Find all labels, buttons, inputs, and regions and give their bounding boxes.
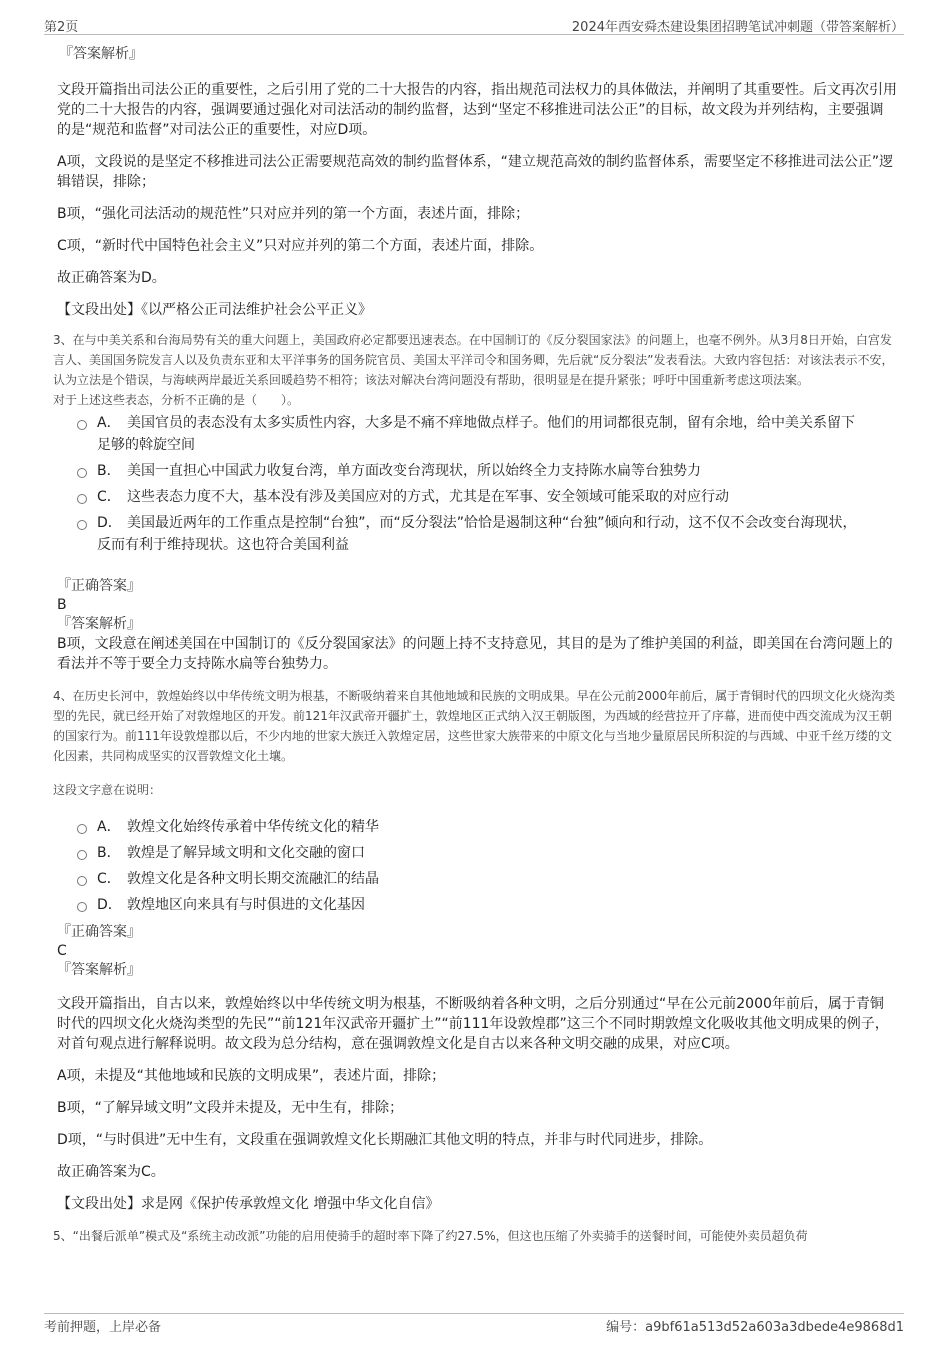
radio-icon[interactable] <box>77 420 87 430</box>
q4-analysis-option-b: B项，“了解异域文明”文段并未提及，无中生有，排除； <box>57 1100 404 1116</box>
radio-icon[interactable] <box>77 902 87 912</box>
q4-option-b[interactable]: B． 敦煌是了解异域文明和文化交融的窗口 <box>37 842 865 864</box>
radio-icon[interactable] <box>77 824 87 834</box>
q5-stem: 5、“出餐后派单”模式及“系统主动改派”功能的启用使骑手的超时率下降了约27.5%，但这也压缩了外卖骑手的送餐时间，可能使外卖员超负荷 <box>53 1229 808 1243</box>
page-content <box>53 44 897 1246</box>
footer-slogan: 考前押题，上岸必备 <box>44 1320 162 1335</box>
q2-analysis-label: 『答案解析』 <box>59 46 143 62</box>
option-text: 敦煌是了解异域文明和文化交融的窗口 <box>127 845 365 861</box>
q4-options <box>37 816 897 916</box>
q3-option-d[interactable]: D． 美国最近两年的工作重点是控制“台独”，而“反分裂法”恰恰是遏制这种“台独”倾向和行动，这不仅不会改变台海现状，反而有利于维持现状。这也符合美国利益 <box>37 512 865 556</box>
q4-analysis-option-d: D项，“与时俱进”无中生有，文段重在强调敦煌文化长期融汇其他文明的特点，并非与时代同进步，排除。 <box>57 1132 713 1148</box>
q4-option-c[interactable]: C． 敦煌文化是各种文明长期交流融汇的结晶 <box>37 868 865 890</box>
option-text: 敦煌地区向来具有与时俱进的文化基因 <box>127 897 365 913</box>
option-text: 美国一直担心中国武力收复台湾，单方面改变台湾现状，所以始终全力支持陈水扁等台独势力 <box>127 463 701 479</box>
option-text: 这些表态力度不大，基本没有涉及美国应对的方式，尤其是在军事、安全领域可能采取的对应行动 <box>127 489 729 505</box>
q3-option-a[interactable]: A． 美国官员的表态没有太多实质性内容，大多是不痛不痒地做点样子。他们的用词都很克制，留有余地，给中美关系留下足够的斡旋空间 <box>37 412 865 456</box>
q3-analysis-label: 『答案解析』 <box>57 616 141 632</box>
option-text: 敦煌文化是各种文明长期交流融汇的结晶 <box>127 871 379 887</box>
q4-option-d[interactable]: D． 敦煌地区向来具有与时俱进的文化基因 <box>37 894 865 916</box>
page-header <box>44 14 904 35</box>
radio-icon[interactable] <box>77 520 87 530</box>
q2-analysis-paragraph: 文段开篇指出司法公正的重要性，之后引用了党的二十大报告的内容，指出规范司法权力的具体做法，并阐明了其重要性。后文再次引用党的二十大报告的内容，强调要通过强化对司法活动的制约监督，达到“坚定不移推进司法公正”的目标，故文段为并列结构，主要强调的是“规范和监督”对司法公正的重要性，对应D项。 <box>57 82 897 138</box>
page-footer <box>44 1313 904 1334</box>
q2-conclusion: 故正确答案为D。 <box>57 270 166 286</box>
q4-analysis-paragraph: 文段开篇指出，自古以来，敦煌始终以中华传统文明为根基，不断吸纳着各种文明，之后分别通过“早在公元前2000年前后，属于青铜时代的四坝文化火烧沟类型的先民”“前121年汉武帝开疆扩土”“前111年设敦煌郡”这三个不同时期敦煌文化吸收其他文明成果的例子，对首句观点进行解释说明。故文段为总分结构，意在强调敦煌文化是自古以来各种文明交融的成果，对应C项。 <box>57 996 889 1052</box>
q4-answer-label: 『正确答案』 <box>57 924 141 940</box>
q4-option-a[interactable]: A． 敦煌文化始终传承着中华传统文化的精华 <box>37 816 865 838</box>
q4-answer: C <box>57 943 67 959</box>
document-title: 2024年西安舜杰建设集团招聘笔试冲刺题（带答案解析） <box>571 20 904 35</box>
q2-analysis-option-b: B项，“强化司法活动的规范性”只对应并列的第一个方面，表述片面，排除； <box>57 206 530 222</box>
q3-answer: B <box>57 597 67 613</box>
radio-icon[interactable] <box>77 468 87 478</box>
radio-icon[interactable] <box>77 876 87 886</box>
q2-source: 【文段出处】《以严格公正司法维护社会公平正义》 <box>57 302 372 318</box>
q3-answer-label: 『正确答案』 <box>57 578 141 594</box>
q2-analysis-option-a: A项，文段说的是坚定不移推进司法公正需要规范高效的制约监督体系，“建立规范高效的制约监督体系，需要坚定不移推进司法公正”逻辑错误，排除； <box>57 154 894 190</box>
q2-analysis-option-c: C项，“新时代中国特色社会主义”只对应并列的第二个方面，表述片面，排除。 <box>57 238 544 254</box>
q4-question: 这段文字意在说明： <box>53 783 162 797</box>
q3-analysis: B项，文段意在阐述美国在中国制订的《反分裂国家法》的问题上持不支持意见，其目的是为了维护美国的利益，即美国在台湾问题上的看法并不等于要全力支持陈水扁等台独势力。 <box>57 636 893 672</box>
q3-option-b[interactable]: B． 美国一直担心中国武力收复台湾，单方面改变台湾现状，所以始终全力支持陈水扁等台独势力 <box>37 460 865 482</box>
option-text: 敦煌文化始终传承着中华传统文化的精华 <box>127 819 379 835</box>
radio-icon[interactable] <box>77 494 87 504</box>
q4-analysis-label: 『答案解析』 <box>57 962 141 978</box>
q3-stem: 3、在与中美关系和台海局势有关的重大问题上，美国政府必定都要迅速表态。在中国制订的《反分裂国家法》的问题上，也毫不例外。从3月8日开始，白宫发言人、美国国务院发言人以及负责东亚和太平洋事务的国务院官员、美国太平洋司令和国务卿，先后就“反分裂法”发表看法。大致内容包括：对该法表示不安，认为立法是个错误，与海峡两岸最近关系回暖趋势不相符；该法对解决台湾问题没有帮助，很明显是在提升紧张；呼吁中国重新考虑这项法案。 <box>53 333 894 387</box>
q4-analysis-option-a: A项，未提及“其他地域和民族的文明成果”，表述片面，排除； <box>57 1068 446 1084</box>
q4-conclusion: 故正确答案为C。 <box>57 1164 165 1180</box>
q3-option-c[interactable]: C． 这些表态力度不大，基本没有涉及美国应对的方式，尤其是在军事、安全领域可能采取的对应行动 <box>37 486 865 508</box>
page-number: 第2页 <box>44 20 79 35</box>
q3-options <box>37 412 897 556</box>
q3-question: 对于上述这些表态，分析不正确的是（ ）。 <box>53 393 300 407</box>
document-id: 编号：a9bf61a513d52a603a3dbede4e9868d1 <box>606 1320 904 1335</box>
option-text: 美国官员的表态没有太多实质性内容，大多是不痛不痒地做点样子。他们的用词都很克制，留有余地，给中美关系留下足够的斡旋空间 <box>97 415 855 453</box>
option-text: 美国最近两年的工作重点是控制“台独”，而“反分裂法”恰恰是遏制这种“台独”倾向和行动，这不仅不会改变台海现状，反而有利于维持现状。这也符合美国利益 <box>97 515 857 553</box>
q4-stem: 4、在历史长河中，敦煌始终以中华传统文明为根基，不断吸纳着来自其他地域和民族的文明成果。早在公元前2000年前后，属于青铜时代的四坝文化火烧沟类型的先民，就已经开始了对敦煌地区的开发。前121年汉武帝开疆扩土，敦煌地区正式纳入汉王朝版图，为西域的经营拉开了序幕，进而使中西交流成为汉王朝的国家行为。前111年设敦煌郡以后，不少内地的世家大族迁入敦煌定居，这些世家大族带来的中原文化与当地少量原居民所积淀的与西域、中亚千丝万缕的文化因素，共同构成坚实的汉晋敦煌文化土壤。 <box>53 689 896 763</box>
q4-source: 【文段出处】求是网《保护传承敦煌文化 增强中华文化自信》 <box>57 1196 440 1212</box>
radio-icon[interactable] <box>77 850 87 860</box>
